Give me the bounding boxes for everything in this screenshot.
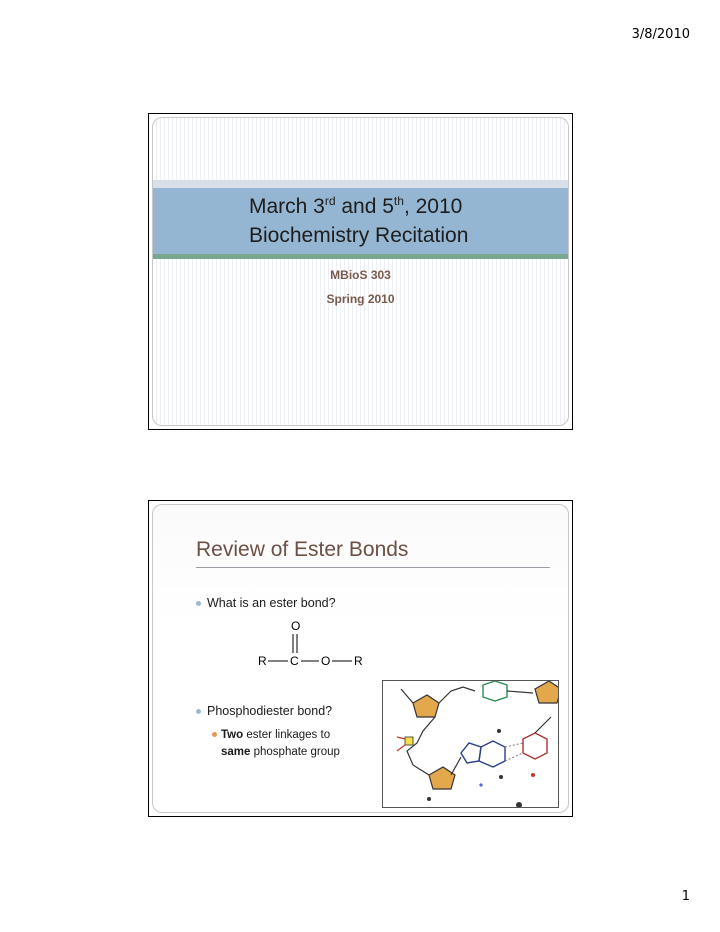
- link-green-right: [507, 691, 533, 693]
- base-ring-green: [483, 681, 507, 701]
- atom-mark-6: [516, 802, 522, 807]
- phosphate-o-2: [397, 745, 405, 751]
- title-line-1: [249, 192, 468, 221]
- phosphate-p: [405, 737, 413, 745]
- sub-bullet-linkages: [212, 727, 372, 761]
- atom-r-left: R: [258, 654, 267, 668]
- term-subtitle: Spring 2010: [326, 292, 395, 306]
- bullet-dot-icon: [196, 601, 201, 606]
- purine-ring-6: [479, 741, 505, 767]
- course-subtitle: MBioS 303: [330, 268, 391, 282]
- atom-o-ester: O: [321, 654, 331, 668]
- sub-bullet-dot-icon: [212, 732, 217, 737]
- heading-divider: [196, 567, 550, 568]
- title-sup-rd: rd: [324, 194, 336, 208]
- title-line-2: Biochemistry Recitation: [249, 224, 469, 247]
- page-date: 3/8/2010: [631, 27, 690, 42]
- phosphate-o-1: [397, 737, 405, 739]
- sub-text-2: phosphate group: [250, 746, 340, 758]
- slide-title-inner: [152, 117, 569, 426]
- title-band-accent: [153, 254, 568, 259]
- link-pyrimidine-up: [535, 717, 551, 733]
- bullet-text: Phosphodiester bond?: [207, 704, 333, 718]
- h-bond-2: [505, 753, 523, 761]
- atom-c: C: [290, 654, 299, 668]
- purine-ring-5: [461, 743, 481, 763]
- h-bond-1: [505, 743, 523, 747]
- sub-text-1: ester linkages to: [243, 729, 331, 741]
- ester-structure-diagram: [248, 617, 378, 679]
- slide-ester-inner: [152, 504, 569, 813]
- atom-mark-2: [499, 775, 503, 779]
- bullet-dot-icon: [196, 709, 201, 714]
- bullet-text: What is an ester bond?: [207, 596, 336, 610]
- atom-mark-1: [497, 729, 501, 733]
- bullet-ester-question: [196, 596, 336, 610]
- emphasis-same: same: [221, 746, 251, 758]
- title-date-part3: , 2010: [403, 195, 463, 218]
- slide-title-text: [249, 192, 468, 250]
- title-sup-th: th: [393, 194, 404, 208]
- pyrimidine-ring: [523, 733, 547, 759]
- atom-o-carbonyl: O: [291, 619, 301, 633]
- nucleotide-structure-image: [382, 680, 559, 808]
- sugar-ring-bottom: [429, 767, 455, 789]
- glycosidic-bond: [451, 757, 461, 775]
- slide-ester-bonds: [148, 500, 573, 817]
- page-number: 1: [681, 889, 690, 904]
- atom-mark-3: [531, 773, 535, 777]
- backbone-chain: [401, 687, 475, 775]
- atom-r-right: R: [354, 654, 363, 668]
- title-date-part1: March 3: [249, 195, 325, 218]
- sugar-ring-top: [413, 695, 439, 717]
- title-band-top: [153, 180, 568, 188]
- nucleotide-structure-drawing: [383, 681, 558, 807]
- slide-heading: Review of Ester Bonds: [196, 538, 409, 561]
- atom-mark-4: [479, 783, 482, 786]
- emphasis-two: Two: [221, 729, 244, 741]
- bullet-phosphodiester: [196, 704, 332, 718]
- title-date-part2: and 5: [335, 195, 394, 218]
- atom-mark-5: [427, 797, 431, 801]
- slide-title: [148, 113, 573, 430]
- sugar-ring-right: [535, 681, 558, 703]
